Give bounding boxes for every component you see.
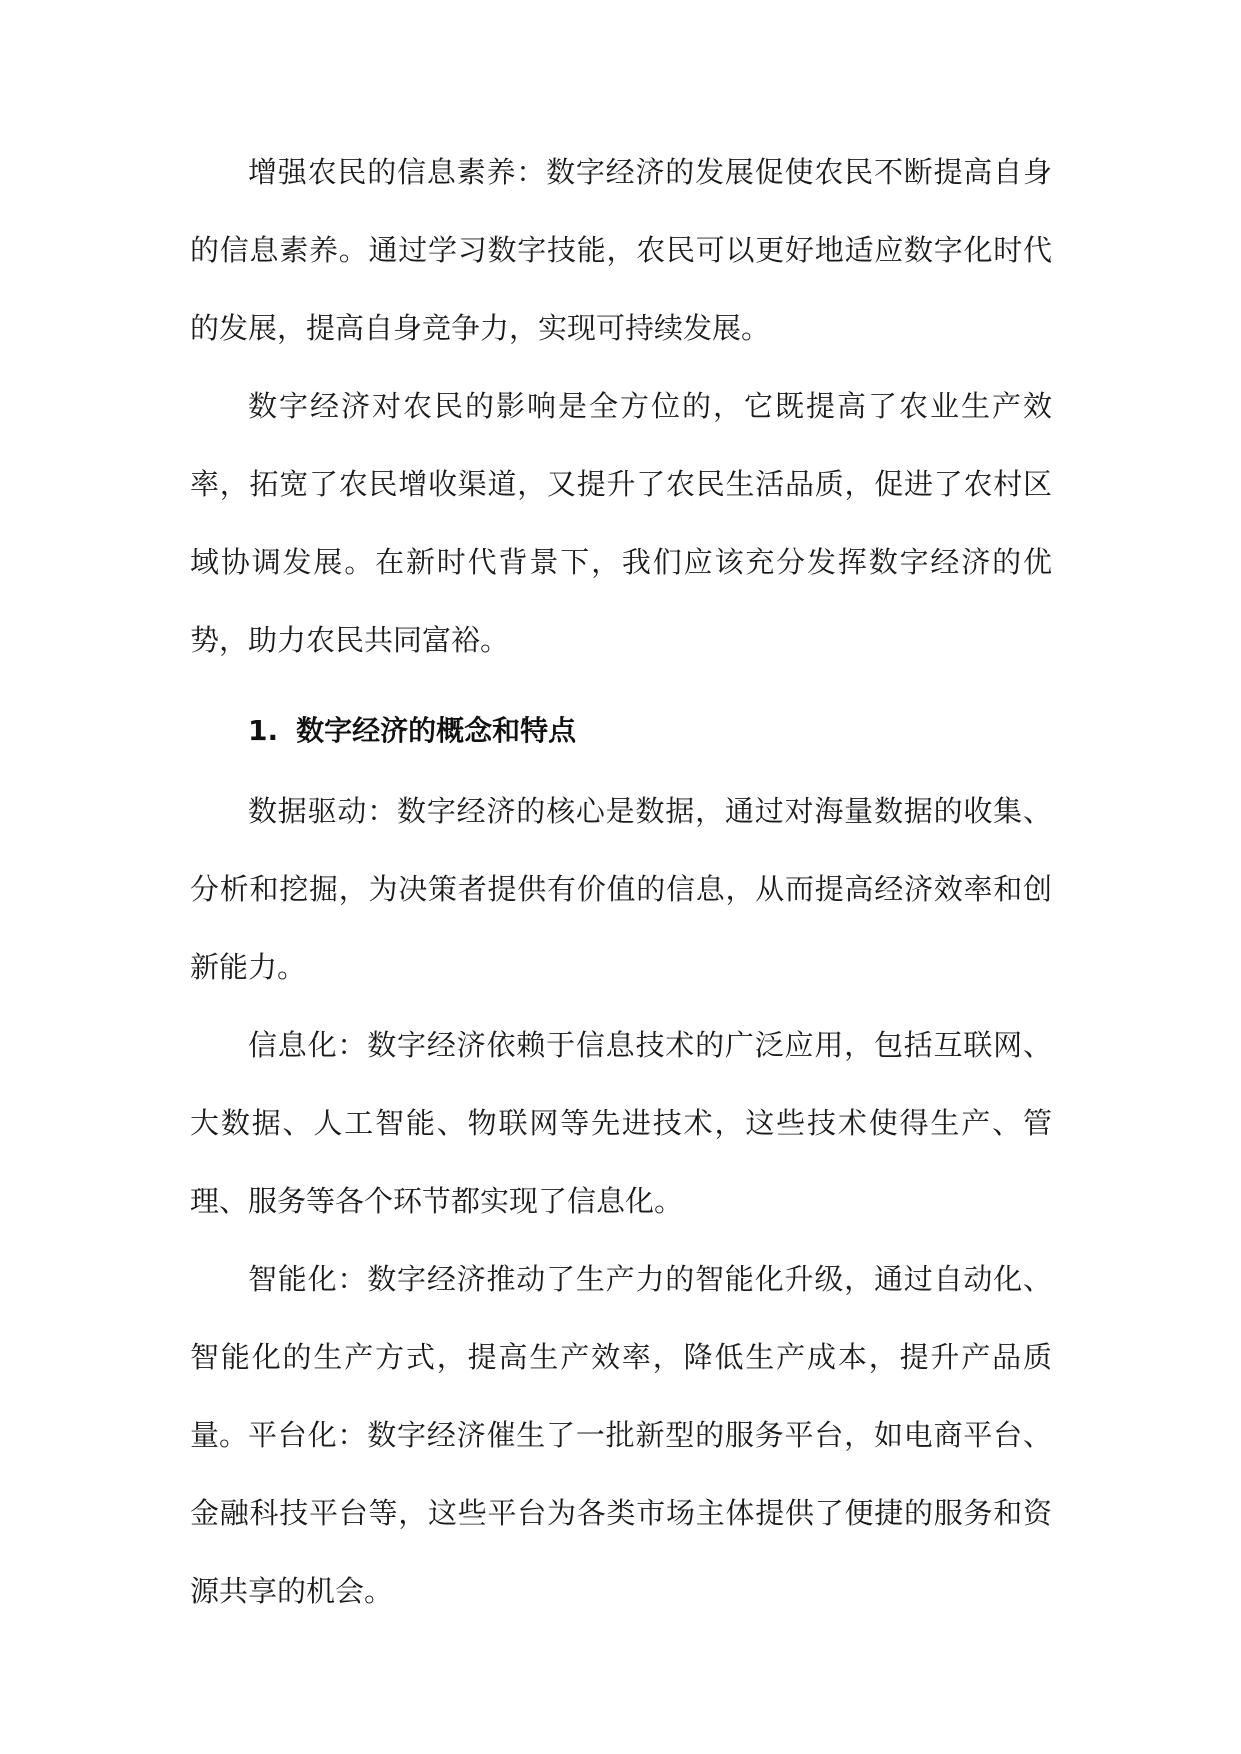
section-title: 数字经济的概念和特点 bbox=[296, 714, 577, 747]
paragraph-summary: 数字经济对农民的影响是全方位的，它既提高了农业生产效率，拓宽了农民增收渠道，又提升了农民生活品质，促进了农村区域协调发展。在新时代背景下，我们应该充分发挥数字经济的优势，助力农民共同富裕。 bbox=[190, 389, 1052, 657]
paragraph-informatization: 信息化：数字经济依赖于信息技术的广泛应用，包括互联网、大数据、人工智能、物联网等先进技术，这些技术使得生产、管理、服务等各个环节都实现了信息化。 bbox=[190, 1028, 1052, 1218]
section-heading bbox=[248, 701, 576, 761]
section-number: 1. bbox=[248, 714, 279, 747]
paragraph-information-literacy: 增强农民的信息素养：数字经济的发展促使农民不断提高自身的信息素养。通过学习数字技能，农民可以更好地适应数字化时代的发展，提高自身竞争力，实现可持续发展。 bbox=[190, 155, 1052, 345]
paragraph-data-driven: 数据驱动：数字经济的核心是数据，通过对海量数据的收集、分析和挖掘，为决策者提供有价值的信息，从而提高经济效率和创新能力。 bbox=[190, 794, 1052, 984]
paragraph-intelligentization: 智能化：数字经济推动了生产力的智能化升级，通过自动化、智能化的生产方式，提高生产效率，降低生产成本，提升产品质量。 bbox=[190, 1262, 1052, 1452]
paragraph-platformization: 平台化：数字经济催生了一批新型的服务平台，如电商平台、金融科技平台等，这些平台为各类市场主体提供了便捷的服务和资源共享的机会。 bbox=[190, 1418, 1052, 1608]
